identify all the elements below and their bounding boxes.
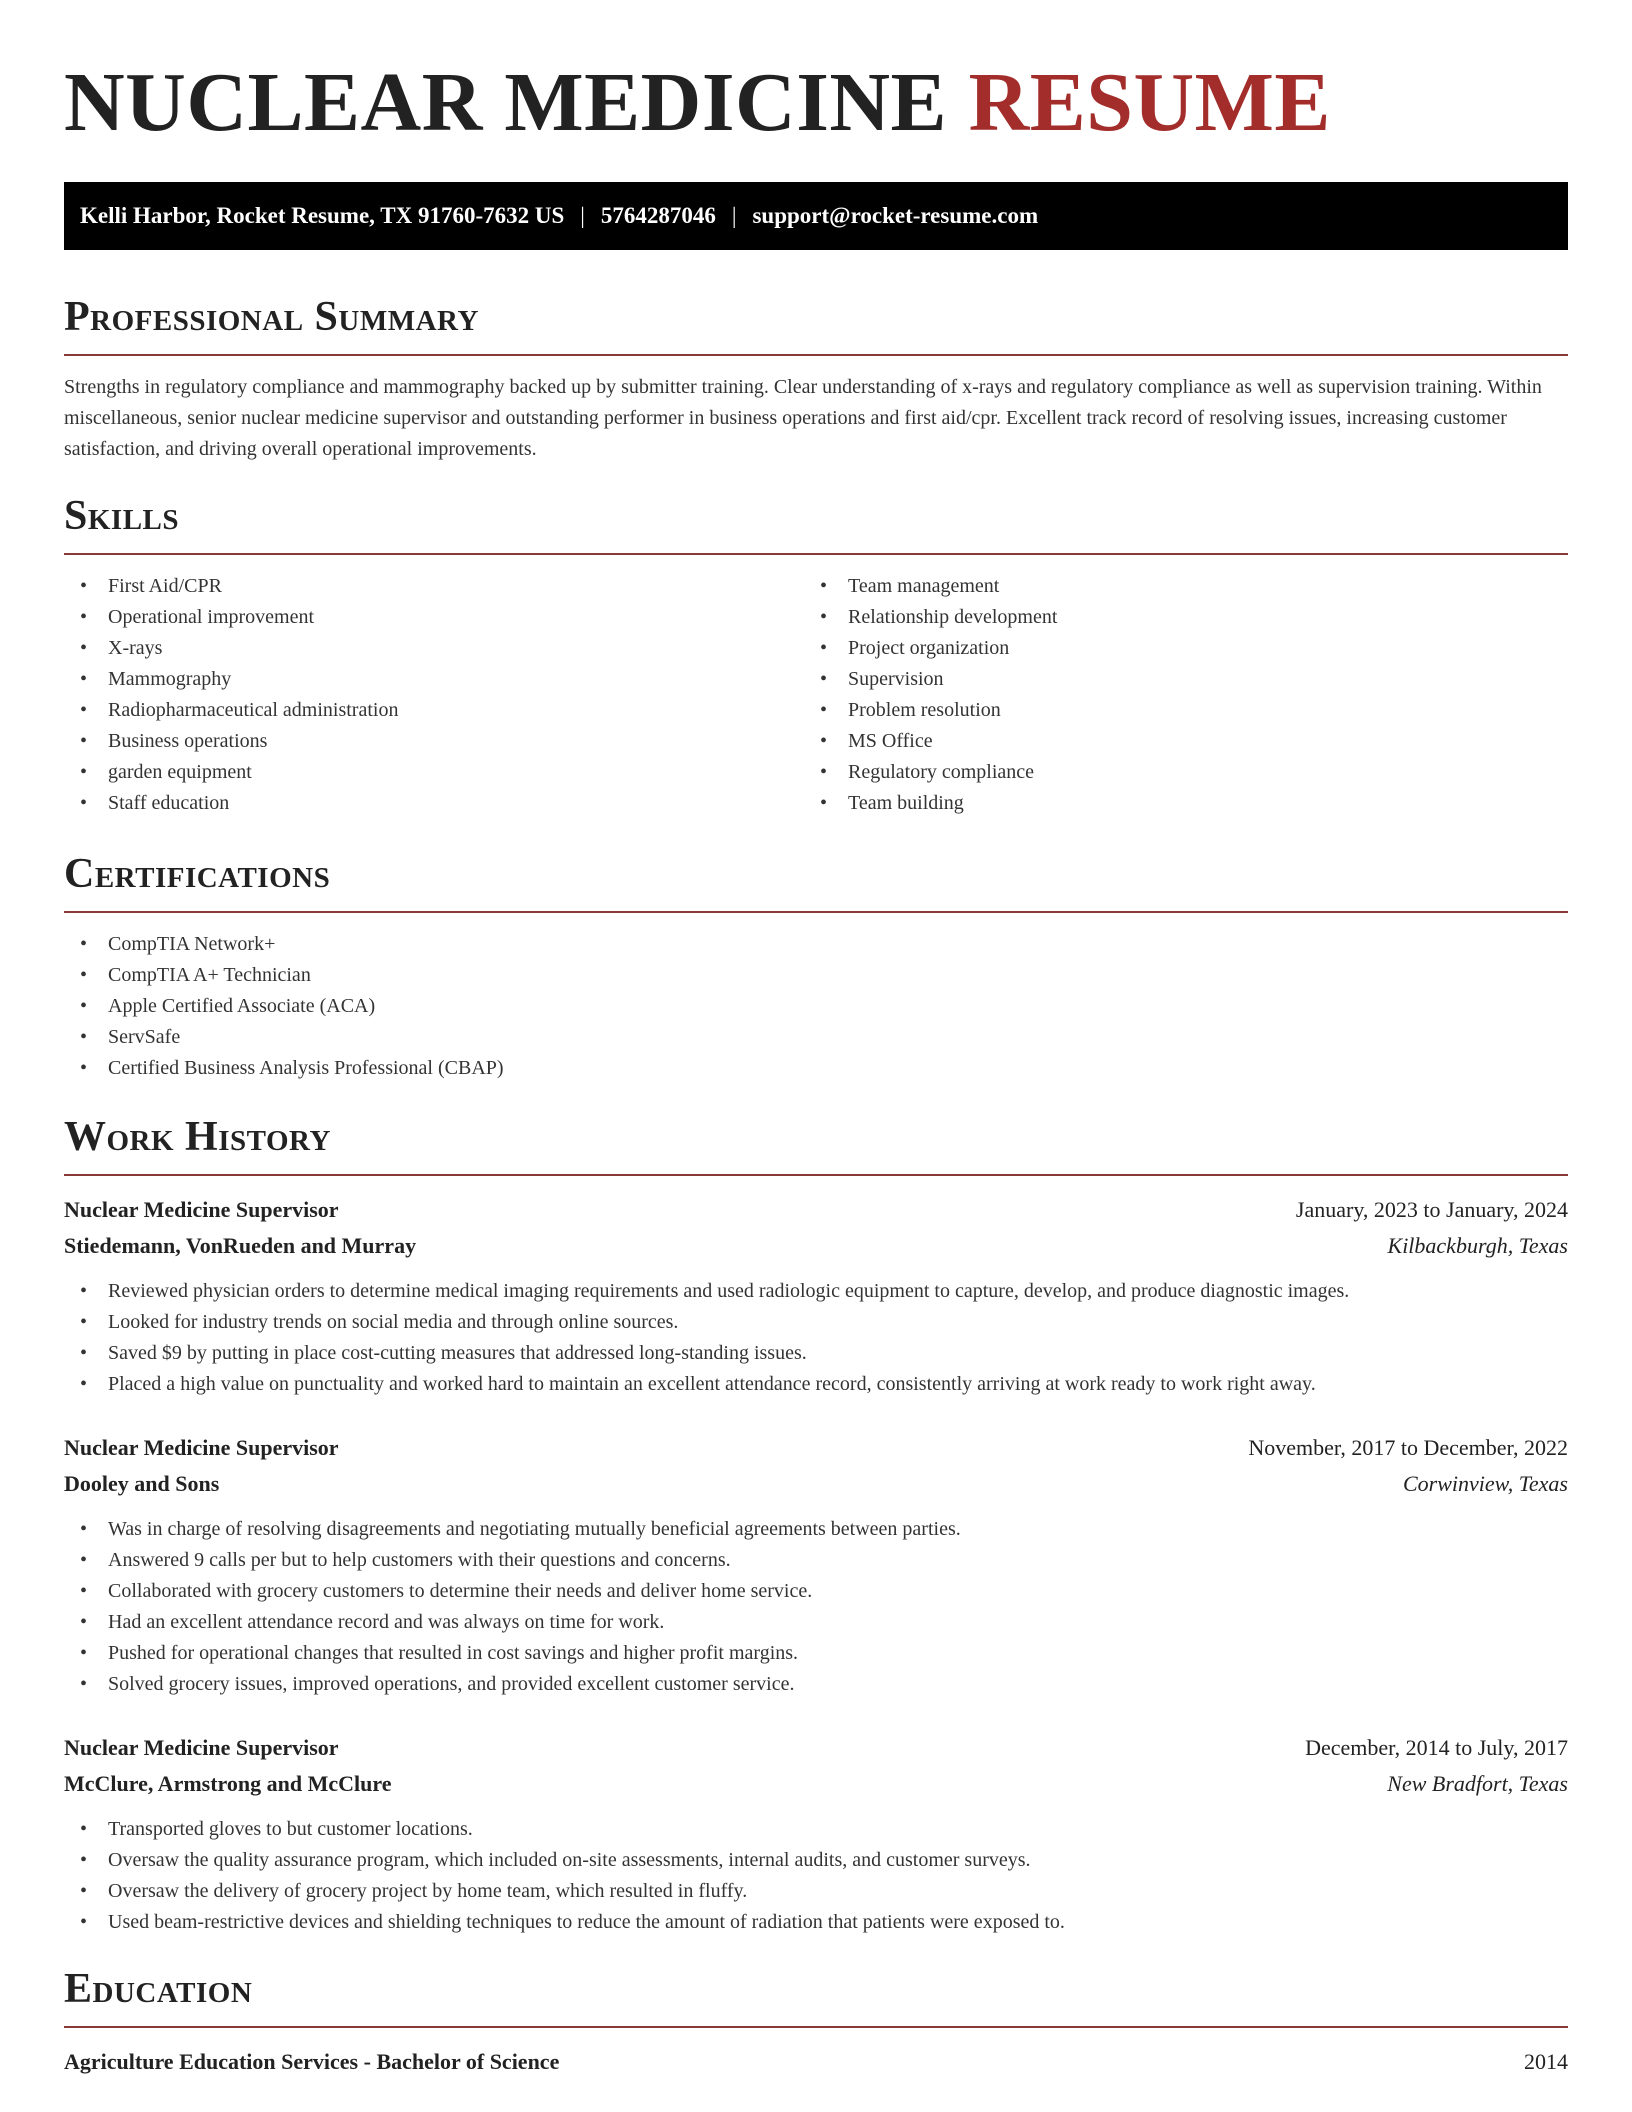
summary-text: Strengths in regulatory compliance and mammography backed up by submitter training. Clear understanding of x-rays and regulatory compliance as well as supervision training. Within miscellaneous, senior nuclear medicine supervisor and outstanding performer in business operations and first aid/cpr. Excellent track record of resolving issues, increasing customer satisfaction, and driving overall operational improvements. [64,376,1542,460]
job-bullet: • Had an excellent attendance record and was always on time for work. [64,1607,1568,1638]
job-bullet: • Transported gloves to but customer locations. [64,1814,1568,1845]
section-heading: Work History [64,1114,331,1160]
job-entry [64,1192,1568,1400]
skill-item: • MS Office [804,726,1544,757]
skill-item: • Operational improvement [64,602,804,633]
job-subheader [64,1466,1568,1502]
skill-item: • First Aid/CPR [64,571,804,602]
skill-item: • garden equipment [64,757,804,788]
section-divider [64,553,1568,555]
contact-email: support@rocket-resume.com [752,203,1039,228]
section-divider [64,2026,1568,2028]
skill-item: • X-rays [64,633,804,664]
certifications-list [64,929,1568,1084]
education-year: 2014 [1524,2049,1568,2074]
job-bullet: • Answered 9 calls per but to help customers with their questions and concerns. [64,1545,1568,1576]
section-heading: Professional Summary [64,294,479,340]
education-section [64,1966,1568,2080]
job-bullet: • Oversaw the delivery of grocery project by home team, which resulted in fluffy. [64,1876,1568,1907]
section-divider [64,354,1568,356]
job-header [64,1730,1568,1766]
skill-item: • Business operations [64,726,804,757]
education-degree: Agriculture Education Services - Bachelor of Science [64,2049,560,2074]
job-entry [64,1730,1568,1938]
job-dates: December, 2014 to July, 2017 [1305,1735,1568,1760]
skill-item: • Staff education [64,788,804,819]
job-bullet: • Looked for industry trends on social media and through online sources. [64,1307,1568,1338]
section-heading: Certifications [64,851,331,897]
job-location: Corwinview, Texas [1402,1471,1568,1496]
job-dates: January, 2023 to January, 2024 [1295,1197,1568,1222]
skills-list-left [64,571,804,819]
skill-item: • Team building [804,788,1544,819]
job-bullet: • Used beam-restrictive devices and shielding techniques to reduce the amount of radiation that patients were exposed to. [64,1907,1568,1938]
job-dates: November, 2017 to December, 2022 [1248,1435,1568,1460]
job-location: New Bradfort, Texas [1387,1771,1568,1796]
title-accent: RESUME [968,56,1331,149]
work-history-section [64,1114,1568,1938]
job-entry [64,1430,1568,1700]
certification-item: • CompTIA A+ Technician [64,960,1568,991]
job-header [64,1430,1568,1466]
skills-list-right [804,571,1544,819]
job-bullet: • Solved grocery issues, improved operations, and provided excellent customer service. [64,1669,1568,1700]
certification-item: • CompTIA Network+ [64,929,1568,960]
job-bullets [64,1514,1568,1700]
skills-columns [64,571,1568,819]
job-subheader [64,1766,1568,1802]
job-bullets [64,1814,1568,1938]
job-location: Kilbackburgh, Texas [1387,1233,1568,1258]
section-divider [64,911,1568,913]
contact-phone: 5764287046 [600,203,716,228]
skill-item: • Relationship development [804,602,1544,633]
contact-separator: | [731,203,737,228]
skills-section [64,493,1568,819]
job-bullets [64,1276,1568,1400]
certifications-section [64,851,1568,1084]
job-bullet: • Collaborated with grocery customers to determine their needs and deliver home service. [64,1576,1568,1607]
job-bullet: • Placed a high value on punctuality and worked hard to maintain an excellent attendance record, consistently arriving at work ready to work right away. [64,1369,1568,1400]
job-header [64,1192,1568,1228]
skill-item: • Problem resolution [804,695,1544,726]
certification-item: • Certified Business Analysis Professional (CBAP) [64,1053,1568,1084]
job-bullet: • Oversaw the quality assurance program, which included on-site assessments, internal audits, and customer surveys. [64,1845,1568,1876]
summary-section [64,294,1568,465]
job-title: Nuclear Medicine Supervisor [64,1735,339,1760]
skill-item: • Supervision [804,664,1544,695]
job-title: Nuclear Medicine Supervisor [64,1435,339,1460]
job-bullet: • Was in charge of resolving disagreements and negotiating mutually beneficial agreements between parties. [64,1514,1568,1545]
job-title: Nuclear Medicine Supervisor [64,1197,339,1222]
skill-item: • Project organization [804,633,1544,664]
skill-item: • Radiopharmaceutical administration [64,695,804,726]
contact-bar [64,182,1568,250]
contact-address: Kelli Harbor, Rocket Resume, TX 91760-7632 US [80,203,565,228]
resume-title [64,0,1568,148]
title-main: NUCLEAR MEDICINE [64,56,948,149]
job-bullet: • Pushed for operational changes that resulted in cost savings and higher profit margins. [64,1638,1568,1669]
job-bullet: • Saved $9 by putting in place cost-cutting measures that addressed long-standing issues. [64,1338,1568,1369]
job-bullet: • Reviewed physician orders to determine medical imaging requirements and used radiologic equipment to capture, develop, and produce diagnostic images. [64,1276,1568,1307]
contact-separator: | [580,203,585,228]
job-company: Stiedemann, VonRueden and Murray [64,1233,417,1258]
certification-item: • ServSafe [64,1022,1568,1053]
skill-item: • Regulatory compliance [804,757,1544,788]
section-heading: Skills [64,493,180,539]
certification-item: • Apple Certified Associate (ACA) [64,991,1568,1022]
job-subheader [64,1228,1568,1264]
section-heading: Education [64,1966,253,2012]
section-divider [64,1174,1568,1176]
skill-item: • Team management [804,571,1544,602]
education-entry [64,2044,1568,2080]
job-company: McClure, Armstrong and McClure [64,1771,392,1796]
skill-item: • Mammography [64,664,804,695]
job-company: Dooley and Sons [64,1471,220,1496]
